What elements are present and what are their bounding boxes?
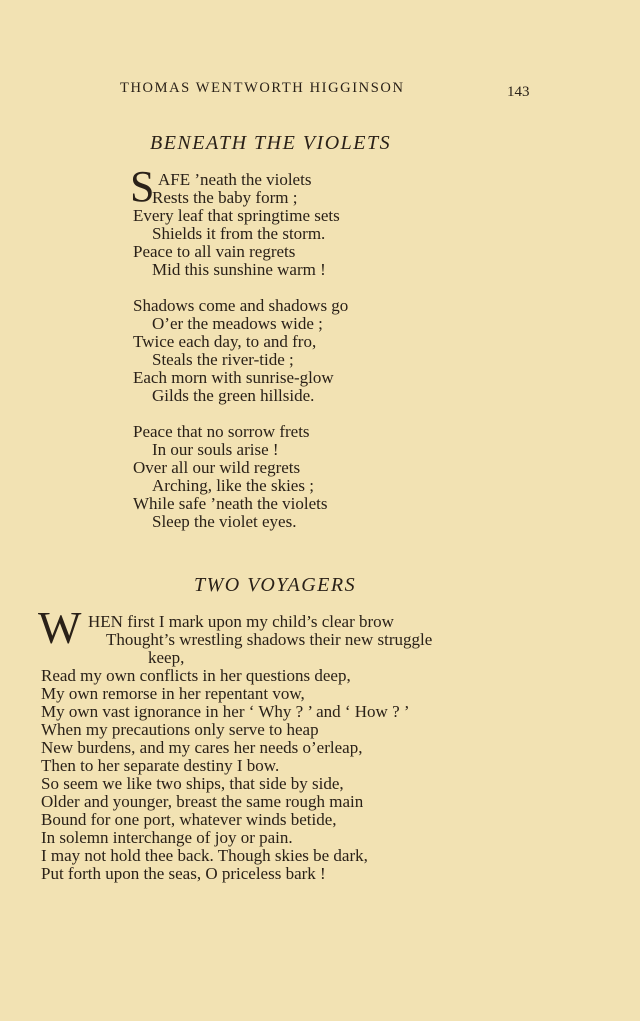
- poem-line: When my precautions only serve to heap: [41, 720, 319, 739]
- poem-line: In our souls arise !: [152, 440, 279, 459]
- poem-line: Rests the baby form ;: [152, 188, 298, 207]
- poem-line: Bound for one port, whatever winds betide,: [41, 810, 337, 829]
- poem-line: So seem we like two ships, that side by side,: [41, 774, 344, 793]
- poem-line: While safe ’neath the violets: [133, 494, 328, 513]
- poem-line: Then to her separate destiny I bow.: [41, 756, 280, 775]
- running-title: THOMAS WENTWORTH HIGGINSON: [120, 80, 405, 96]
- poem-line: Read my own conflicts in her questions deep,: [41, 666, 351, 685]
- poem-line: Peace that no sorrow frets: [133, 422, 310, 441]
- poem-line: Put forth upon the seas, O priceless bark !: [41, 864, 326, 883]
- poem-line: I may not hold thee back. Though skies be dark,: [41, 846, 368, 865]
- poem-line: Every leaf that springtime sets: [133, 206, 340, 225]
- drop-cap: W: [38, 602, 82, 653]
- poem-line: Each morn with sunrise-glow: [133, 368, 334, 387]
- poem-line: In solemn interchange of joy or pain.: [41, 828, 293, 847]
- poem-line: Sleep the violet eyes.: [152, 512, 297, 531]
- poem-line: keep,: [148, 648, 185, 667]
- poem-line: My own vast ignorance in her ‘ Why ? ’ and ‘ How ? ’: [41, 702, 410, 721]
- poem-line: My own remorse in her repentant vow,: [41, 684, 305, 703]
- poem-title-beneath-the-violets: BENEATH THE VIOLETS: [150, 132, 392, 154]
- poem-line: Peace to all vain regrets: [133, 242, 296, 261]
- poem-line: Thought’s wrestling shadows their new struggle: [106, 630, 433, 649]
- poem-line: Shields it from the storm.: [152, 224, 326, 243]
- poem-line: Shadows come and shadows go: [133, 296, 349, 315]
- poem-line: Gilds the green hillside.: [152, 386, 315, 405]
- drop-cap: S: [130, 162, 155, 211]
- poem-line: Arching, like the skies ;: [152, 476, 314, 495]
- poem-line: New burdens, and my cares her needs o’erleap,: [41, 738, 363, 757]
- poem-line: Twice each day, to and fro,: [133, 332, 317, 351]
- page-number: 143: [507, 84, 530, 100]
- poem-line: Over all our wild regrets: [133, 458, 301, 477]
- poem-line: O’er the meadows wide ;: [152, 314, 323, 333]
- poem-title-two-voyagers: TWO VOYAGERS: [194, 574, 357, 596]
- poem-line: AFE ’neath the violets: [158, 170, 312, 189]
- poem-line: Older and younger, breast the same rough main: [41, 792, 364, 811]
- poem-line: HEN first I mark upon my child’s clear brow: [88, 612, 394, 631]
- poem-line: Mid this sunshine warm !: [152, 260, 326, 279]
- running-head: [0, 80, 640, 100]
- poem-line: Steals the river-tide ;: [152, 350, 294, 369]
